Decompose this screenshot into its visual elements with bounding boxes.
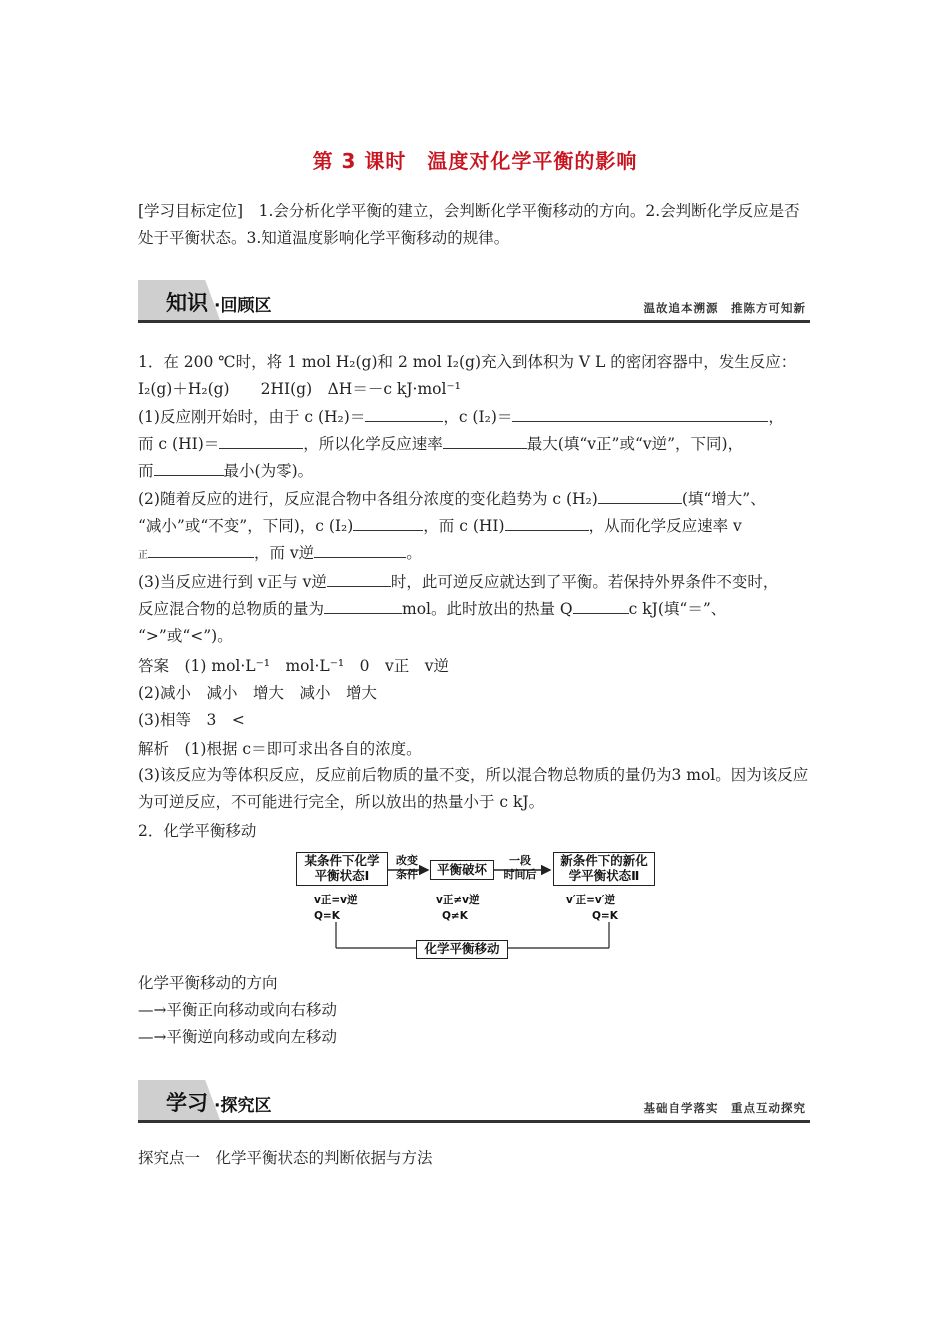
section-label: ·回顾区 [214,296,272,316]
cond-1b: Q=K [314,910,340,922]
box-line: 新条件下的新化 [560,853,648,868]
answer-blank [505,515,589,531]
text: (2)随着反应的进行，反应混合物中各组分浓度的变化趋势为 c (H₂) [138,490,598,508]
cond-1a: v正=v逆 [314,894,358,906]
q1-part3-line3: “>”或“<”)。 [138,627,233,645]
text: (1)反应刚开始时，由于 c (H₂)＝ [138,408,366,426]
text: 反应混合物的总物质的量为 [138,600,325,618]
shift-direction-title: 化学平衡移动的方向 [138,974,278,992]
section-slogan: 温故追本溯源 推陈方可知新 [643,301,806,315]
section-rule [138,1120,810,1123]
text: c kJ(填“＝”、 [628,600,727,618]
text: 。 [406,544,422,562]
q1-part2-line1 [138,487,766,509]
q1-part1-line1 [138,405,784,427]
text: ，而 c (HI) [423,517,505,535]
label-line: 时间后 [503,868,537,881]
cond-3a: v′正=v′逆 [566,894,616,906]
arrow-label-1 [389,854,425,882]
q2-heading: 2．化学平衡移动 [138,822,257,840]
section-slogan: 基础自学落实 重点互动探究 [643,1101,806,1115]
text: 正 [138,550,148,561]
text: ，c (I₂)＝ [443,408,513,426]
text: ，从而化学反应速率 v [588,517,742,535]
q1-part3-line2 [138,597,726,619]
text: 最大(填“v正”或“v逆”，下同)， [526,435,744,453]
text: (填“增大”、 [681,490,766,508]
explore-point-1: 探究点一 化学平衡状态的判断依据与方法 [138,1149,433,1167]
q1-answer-2: (2)减小 减小 增大 减小 增大 [138,684,377,702]
label-line: 改变 [396,854,418,867]
section-bold-label: 学习 [166,1091,208,1115]
cond-2b: Q≠K [442,910,468,922]
q1-part3-line1 [138,570,778,592]
box-line: 平衡状态Ⅰ [314,868,370,883]
section-header-study [138,1080,810,1124]
text: ，所以化学反应速率 [303,435,443,453]
answer-blank [573,598,629,614]
section-bold-label: 知识 [166,291,208,315]
text: 时，此可逆反应就达到了平衡。若保持外界条件不变时， [390,573,779,591]
answer-blank [324,598,402,614]
text: 而 [138,462,154,480]
label-line: 一段 [509,854,531,867]
q1-part2-line3 [138,541,422,563]
q1-answer-1: 答案 (1) mol·L⁻¹ mol·L⁻¹ 0 v正 v逆 [138,657,449,675]
box-line: 学平衡状态Ⅱ [568,868,640,883]
answer-blank [598,488,682,504]
box-equilibrium-broken: 平衡破坏 [430,860,494,880]
q1-analysis-2: (3)该反应为等体积反应，反应前后物质的量不变，所以混合物总物质的量仍为3 mol。因为该反应为可逆反应，不可能进行完全，所以放出的热量小于 c kJ。 [138,766,809,811]
cond-3b: Q=K [592,910,618,922]
answer-blank [154,460,224,476]
text: ， [768,408,784,426]
answer-blank [512,406,768,422]
q1-analysis-1: 解析 (1)根据 c＝即可求出各自的浓度。 [138,740,422,758]
box-new-state [553,852,655,886]
answer-blank [365,406,443,422]
q1-part2-line2 [138,514,742,536]
q1-answer-3: (3)相等 3 < [138,711,245,729]
text: “减小”或“不变”，下同)，c (I₂) [138,517,354,535]
cond-2a: v正≠v逆 [436,894,480,906]
answer-blank [219,433,303,449]
section-header-knowledge [138,280,810,324]
answer-blank [314,542,406,558]
box-equilibrium-shift: 化学平衡移动 [416,940,508,959]
answer-blank [353,515,423,531]
text: mol。此时放出的热量 Q [402,600,573,618]
shift-direction-reverse: —→平衡逆向移动或向左移动 [138,1028,337,1046]
text: 最小(为零)。 [223,462,314,480]
q1-stem: 1．在 200 ℃时，将 1 mol H₂(g)和 2 mol I₂(g)充入到体积为 V L 的密闭容器中，发生反应： [138,353,797,371]
lesson-title: 第 3 课时 温度对化学平衡的影响 [312,149,638,173]
answer-blank [327,571,391,587]
text: ，而 v逆 [254,544,315,562]
shift-direction-forward: —→平衡正向移动或向右移动 [138,1001,337,1019]
box-initial-state [296,852,388,886]
q1-equation: I₂(g)＋H₂(g) 2HI(g) ΔH＝－c kJ·mol⁻¹ [138,380,461,398]
text: 而 c (HI)＝ [138,435,220,453]
learning-objectives: [学习目标定位] 1.会分析化学平衡的建立，会判断化学平衡移动的方向。2.会判断化学反应是否处于平衡状态。3.知道温度影响化学平衡移动的规律。 [138,202,800,247]
equilibrium-shift-diagram [296,848,658,964]
arrow-label-2 [494,854,546,882]
section-rule [138,320,810,323]
section-label: ·探究区 [214,1096,272,1116]
answer-blank [148,542,254,558]
answer-blank [443,433,527,449]
label-line: 条件 [396,868,418,881]
text: (3)当反应进行到 v正与 v逆 [138,573,327,591]
box-line: 某条件下化学 [304,853,380,868]
q1-part1-line2 [138,432,743,454]
q1-part1-line3 [138,459,313,481]
